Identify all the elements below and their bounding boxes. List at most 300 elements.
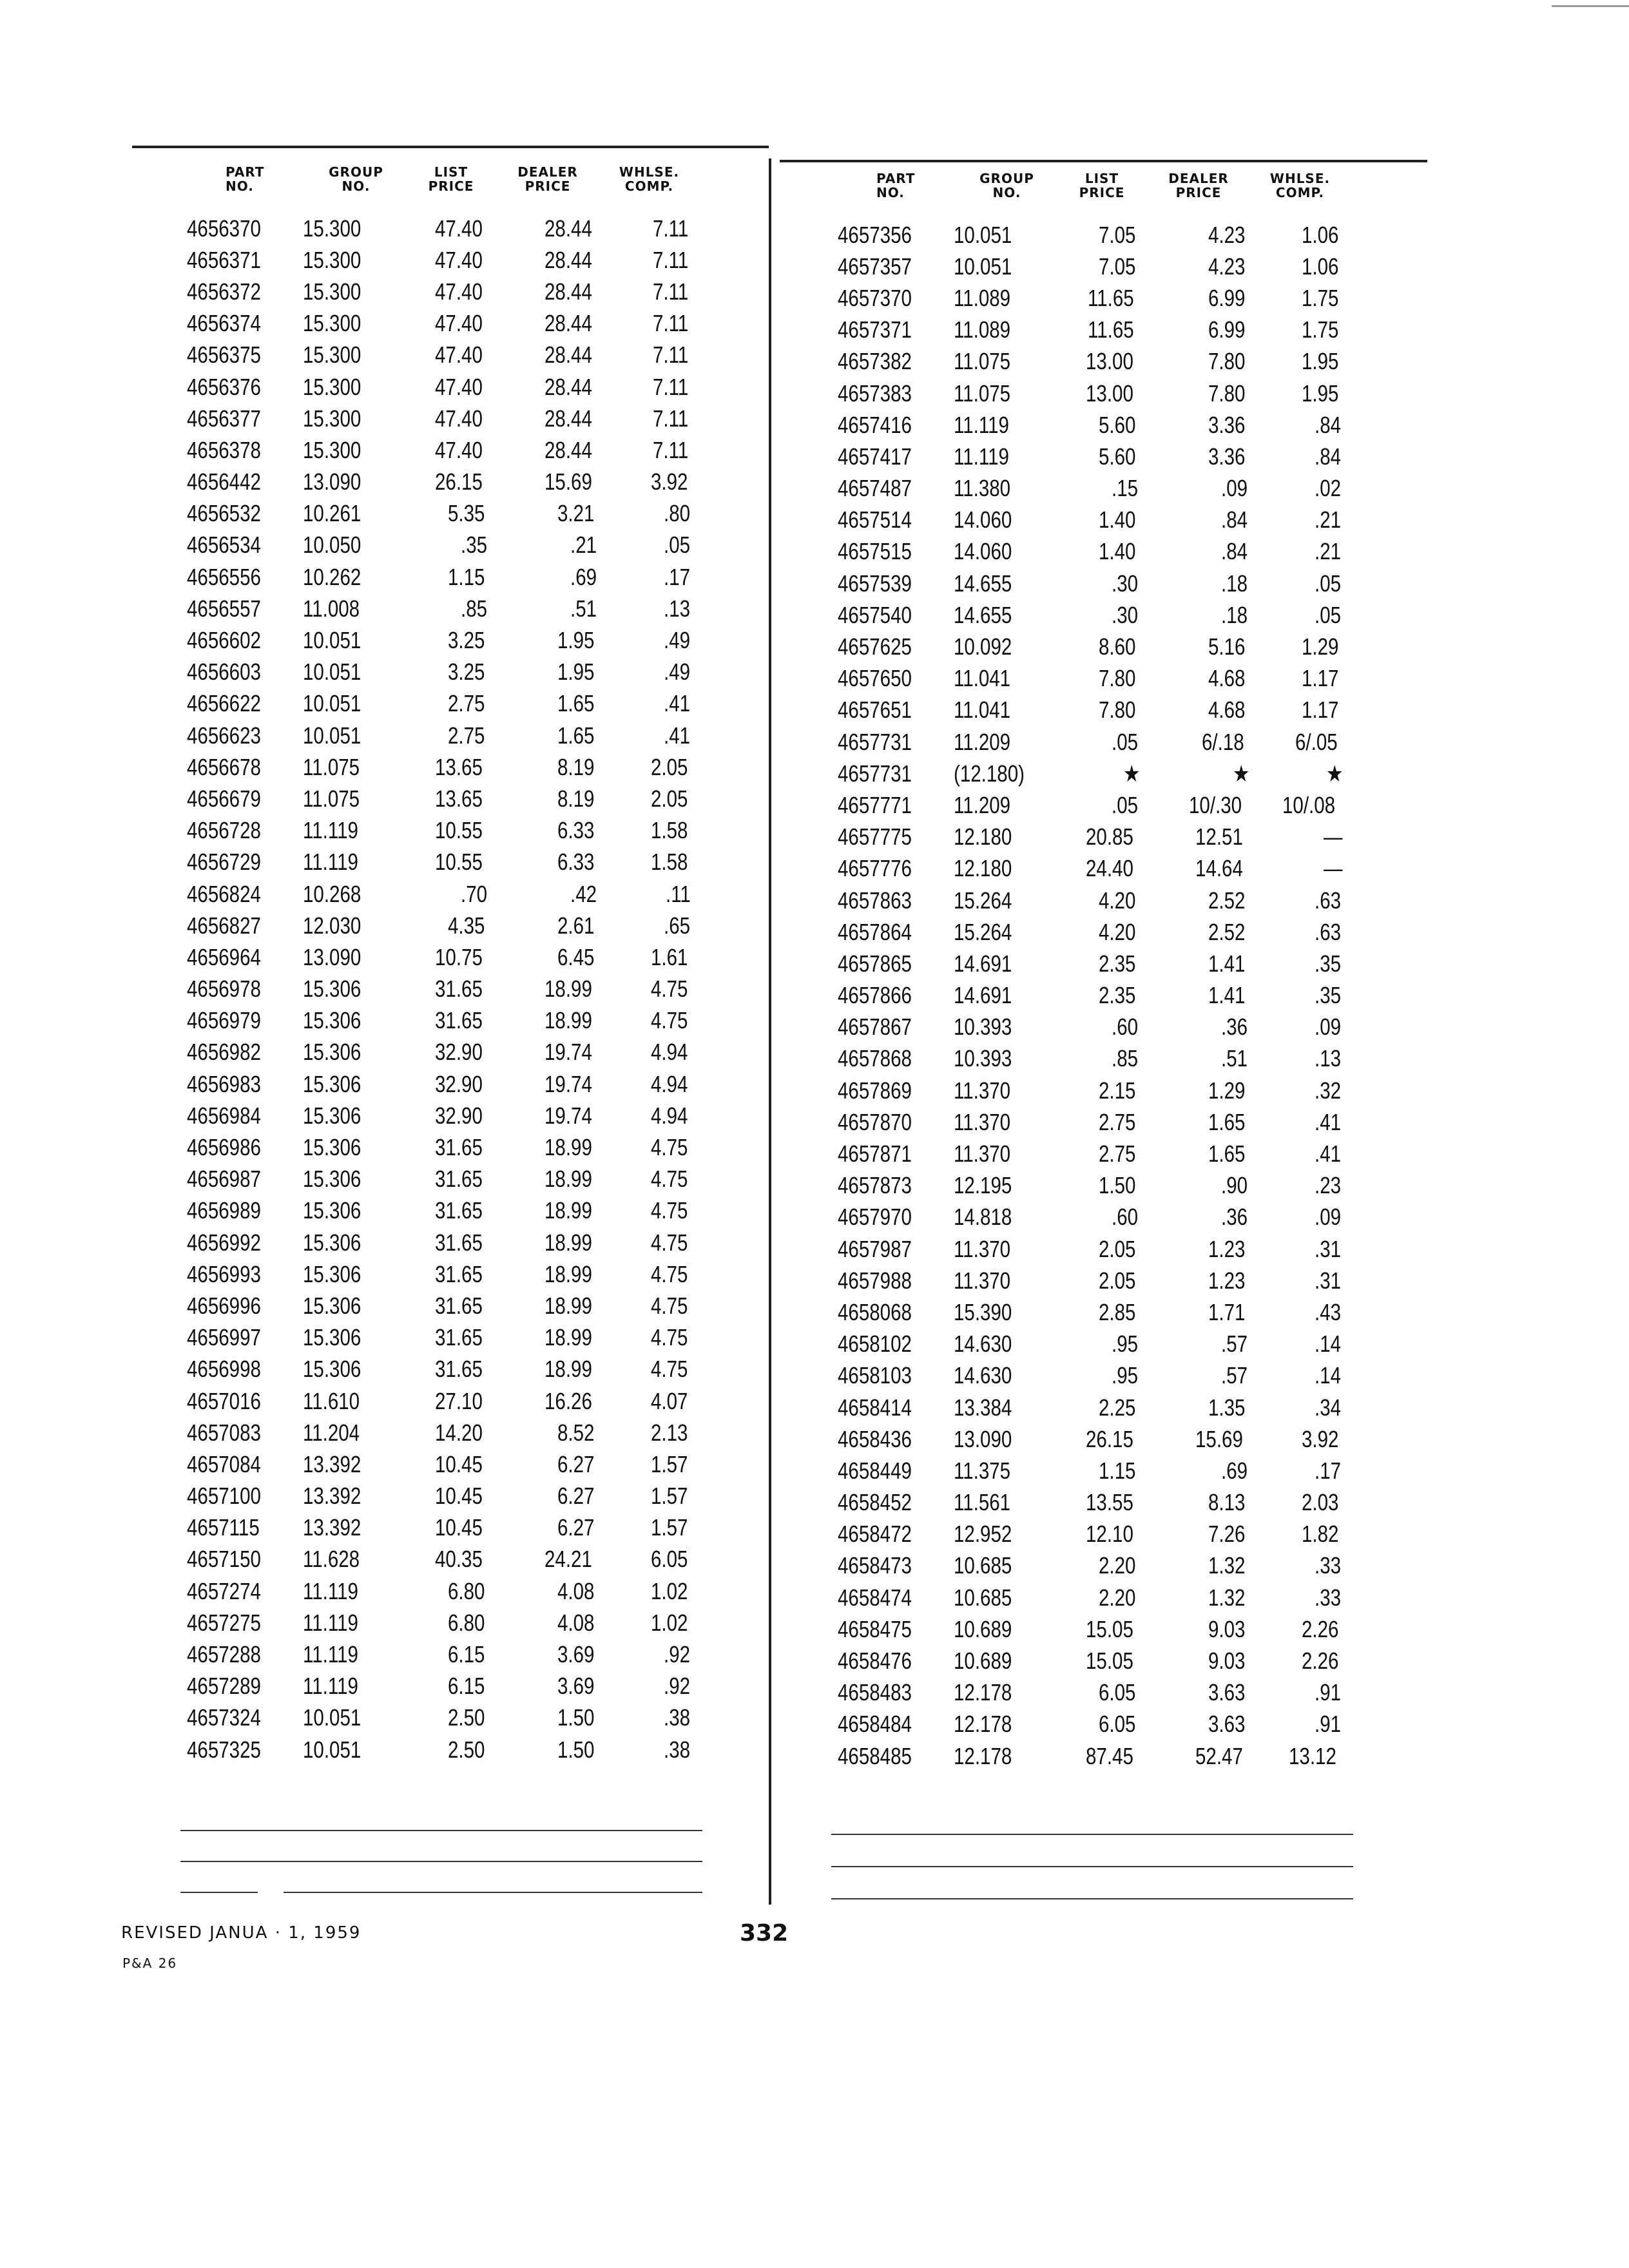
dealer-price-cell: [493, 658, 602, 686]
dealer-price-cell: [493, 1578, 602, 1605]
list-price-cell: [409, 310, 493, 337]
cell-text: 2.75: [1098, 1108, 1136, 1135]
group-no-cell: [954, 729, 1060, 756]
part-no-cell: [187, 1483, 303, 1510]
table-row: [187, 1544, 715, 1575]
cell-text: 10.45: [434, 1483, 483, 1510]
cell-text: 4657731: [838, 760, 912, 787]
part-no-cell: [187, 564, 303, 591]
group-no-cell: [303, 849, 409, 876]
blank-line: [180, 1861, 702, 1862]
list-price-cell: [1060, 950, 1144, 977]
group-no-cell: [303, 1546, 409, 1573]
part-no-cell: [838, 887, 954, 914]
cell-text: .84: [1314, 443, 1341, 470]
cell-text: 4657865: [838, 950, 912, 977]
cell-text: 4656602: [187, 627, 261, 654]
part-no-cell: [838, 1045, 954, 1072]
cell-text: 4657383: [838, 380, 912, 407]
cell-text: 14.20: [434, 1419, 483, 1446]
part-no-cell: [187, 849, 303, 876]
table-row: [187, 1131, 715, 1163]
table-row: [187, 720, 715, 751]
part-no-cell: [187, 1197, 303, 1224]
group-no-cell: [303, 215, 409, 242]
dealer-price-cell: [1144, 1394, 1253, 1421]
cell-text: 1.41: [1208, 982, 1246, 1009]
dealer-price-cell: [493, 564, 602, 591]
group-no-cell: [303, 532, 409, 559]
cell-text: 11.65: [1087, 316, 1134, 343]
list-price-cell: [409, 374, 493, 401]
part-no-cell: [187, 374, 303, 401]
list-price-cell: [1060, 697, 1144, 724]
cell-text: 4657514: [838, 506, 912, 533]
whlse-comp-cell: [1253, 1267, 1347, 1294]
part-no-cell: [838, 1616, 954, 1643]
table-row: [187, 1290, 715, 1321]
cell-text: 7.05: [1098, 253, 1136, 280]
cell-text: 4.75: [650, 1292, 688, 1319]
cell-text: .17: [1314, 1457, 1341, 1484]
dealer-price-cell: [1144, 412, 1253, 439]
list-price-cell: [409, 1546, 493, 1573]
table-row: [187, 561, 715, 593]
list-price-cell: [409, 1324, 493, 1351]
cell-text: 1.32: [1208, 1584, 1246, 1611]
cell-text: 15.306: [303, 1166, 361, 1193]
header-dealer-price: DEALER PRICE: [517, 164, 578, 194]
cell-text: 11.370: [954, 1235, 1011, 1262]
whlse-comp-cell: [1253, 1616, 1347, 1643]
cell-text: 4.94: [650, 1039, 688, 1066]
whlse-comp-cell: [602, 341, 696, 369]
list-price-cell: [409, 754, 493, 781]
cell-text: 7.11: [652, 373, 688, 400]
list-price-cell: [409, 247, 493, 274]
whlse-comp-cell: [602, 1578, 696, 1605]
cell-text: 10.051: [954, 253, 1012, 280]
cell-text: .91: [1314, 1711, 1341, 1738]
cell-text: 2.25: [1098, 1394, 1136, 1421]
list-price-cell: [409, 1673, 493, 1700]
table-row: [838, 409, 1373, 441]
whlse-comp-cell: [1253, 760, 1347, 787]
dealer-price-cell: [1144, 697, 1253, 724]
table-row: [187, 1417, 715, 1448]
table-row: [187, 244, 715, 276]
part-no-cell: [187, 1673, 303, 1700]
cell-text: 4657356: [838, 221, 912, 248]
cell-text: .05: [1111, 791, 1138, 818]
part-no-cell: [187, 310, 303, 337]
whlse-comp-cell: [602, 817, 696, 844]
dealer-price-cell: [1144, 665, 1253, 692]
table-row: [187, 434, 715, 466]
cell-text: 1.29: [1208, 1077, 1246, 1104]
dealer-price-cell: [1144, 1014, 1253, 1041]
cell-text: .13: [1314, 1045, 1341, 1072]
dealer-price-cell: [1144, 602, 1253, 629]
dealer-price-cell: [493, 437, 602, 464]
cell-text: 5.60: [1098, 443, 1136, 470]
cell-text: 15.306: [303, 1134, 361, 1161]
whlse-comp-cell: [602, 1039, 696, 1066]
group-no-cell: [303, 785, 409, 812]
list-price-cell: [409, 468, 493, 495]
list-price-cell: [1060, 887, 1144, 914]
cell-text: 47.40: [434, 246, 483, 273]
whlse-comp-cell: [602, 374, 696, 401]
cell-text: 4656983: [187, 1070, 261, 1097]
revised-date: REVISED JANUA · 1, 1959: [121, 1923, 361, 1943]
group-no-cell: [303, 1197, 409, 1224]
list-price-cell: [409, 975, 493, 1003]
cell-text: 1.02: [650, 1577, 688, 1604]
table-row: [838, 980, 1373, 1012]
header-group-no: GROUP NO.: [979, 171, 1034, 200]
cell-text: .09: [1220, 475, 1248, 502]
dealer-price-cell: [1144, 887, 1253, 914]
header-part-no: PART NO.: [226, 164, 265, 194]
cell-text: 15.306: [303, 1292, 361, 1319]
group-no-cell: [954, 316, 1060, 343]
cell-text: .09: [1314, 1014, 1341, 1041]
cell-text: 15.306: [303, 1356, 361, 1383]
part-no-cell: [838, 412, 954, 439]
part-no-cell: [838, 316, 954, 343]
whlse-comp-cell: [1253, 1172, 1347, 1199]
cell-text: 8.19: [557, 753, 595, 780]
whlse-comp-cell: [1253, 570, 1347, 597]
cell-text: 14.630: [954, 1331, 1012, 1358]
part-no-cell: [187, 1356, 303, 1383]
cell-text: 4656442: [187, 468, 261, 495]
cell-text: .38: [663, 1736, 690, 1763]
cell-text: 28.44: [544, 373, 592, 400]
group-no-cell: [954, 1584, 1060, 1611]
cell-text: 4657100: [187, 1483, 261, 1510]
whlse-comp-cell: [1253, 348, 1347, 375]
group-no-cell: [954, 1045, 1060, 1072]
dealer-price-cell: [493, 785, 602, 812]
group-no-cell: [303, 1451, 409, 1478]
whlse-comp-cell: [602, 405, 696, 432]
cell-text: 1.29: [1301, 633, 1339, 660]
part-no-cell: [187, 817, 303, 844]
dealer-price-cell: [493, 1451, 602, 1478]
list-price-cell: [409, 532, 493, 559]
cell-text: 2.75: [1098, 1140, 1136, 1168]
dealer-price-cell: [1144, 570, 1253, 597]
dealer-price-cell: [493, 1388, 602, 1415]
part-no-cell: [838, 1711, 954, 1738]
list-price-cell: [1060, 1236, 1144, 1263]
cell-text: 2.05: [650, 753, 688, 780]
table-row: [187, 878, 715, 910]
cell-text: .41: [1314, 1140, 1341, 1168]
cell-text: 18.99: [544, 1324, 592, 1351]
whlse-comp-cell: [1253, 538, 1347, 565]
top-rule-left: [132, 146, 769, 148]
list-price-cell: [1060, 919, 1144, 946]
cell-text: 11.119: [303, 1577, 358, 1604]
part-no-cell: [187, 1451, 303, 1478]
table-row: [187, 847, 715, 878]
dealer-price-cell: [1144, 919, 1253, 946]
right-price-table: [838, 171, 1373, 1772]
dealer-price-cell: [493, 468, 602, 495]
cell-text: 4657324: [187, 1704, 261, 1731]
whlse-comp-cell: [602, 1641, 696, 1668]
dealer-price-cell: [1144, 1267, 1253, 1294]
blank-line: [831, 1898, 1353, 1899]
blank-line: [831, 1866, 1353, 1867]
cell-text: 4657731: [838, 728, 912, 755]
list-price-cell: [1060, 570, 1144, 597]
cell-text: 15.306: [303, 1324, 361, 1351]
cell-text: 6.27: [557, 1514, 595, 1541]
cell-text: 4657776: [838, 855, 912, 882]
cell-text: 2.03: [1301, 1489, 1339, 1516]
cell-text: 2.26: [1301, 1648, 1339, 1675]
cell-text: 4657515: [838, 538, 912, 565]
cell-text: 15.69: [544, 468, 592, 495]
group-no-cell: [303, 627, 409, 654]
cell-text: 6.99: [1208, 316, 1246, 343]
whlse-comp-cell: [602, 595, 696, 622]
table-row: [838, 885, 1373, 916]
cell-text: 18.99: [544, 975, 592, 1003]
dealer-price-cell: [1144, 475, 1253, 502]
cell-text: .31: [1314, 1267, 1341, 1294]
part-no-cell: [187, 1102, 303, 1129]
cell-text: 13.090: [303, 468, 361, 495]
whlse-comp-cell: [602, 1483, 696, 1510]
group-no-cell: [954, 1648, 1060, 1675]
cell-text: 14.655: [954, 601, 1012, 628]
cell-text: 4658102: [838, 1331, 912, 1358]
cell-text: 15.300: [303, 246, 361, 273]
whlse-comp-cell: [1253, 1521, 1347, 1548]
cell-text: 4656982: [187, 1039, 261, 1066]
whlse-comp-cell: [602, 437, 696, 464]
part-no-cell: [838, 1426, 954, 1453]
list-price-cell: [409, 595, 493, 622]
group-no-cell: [303, 1356, 409, 1383]
cell-text: 6.27: [557, 1483, 595, 1510]
part-no-cell: [838, 1140, 954, 1168]
dealer-price-cell: [493, 627, 602, 654]
cell-text: 4658474: [838, 1584, 912, 1611]
dealer-price-cell: [493, 341, 602, 369]
dealer-price-cell: [1144, 729, 1253, 756]
dealer-price-cell: [493, 912, 602, 939]
table-row: [838, 1392, 1373, 1423]
group-no-cell: [303, 405, 409, 432]
part-no-cell: [838, 1743, 954, 1770]
cell-text: 11.370: [954, 1267, 1011, 1294]
cell-text: 11.370: [954, 1108, 1011, 1135]
cell-text: 14.655: [954, 570, 1012, 597]
cell-text: 1.65: [1208, 1140, 1246, 1168]
cell-text: .05: [663, 532, 690, 559]
cell-text: 12.180: [954, 823, 1012, 850]
cell-text: 4658414: [838, 1394, 912, 1421]
group-no-cell: [954, 570, 1060, 597]
cell-text: 4.23: [1208, 221, 1246, 248]
group-no-cell: [303, 817, 409, 844]
cell-text: 1.95: [1301, 348, 1339, 375]
dealer-price-cell: [1144, 1299, 1253, 1326]
cell-text: 15.05: [1085, 1648, 1133, 1675]
part-no-cell: [838, 823, 954, 850]
cell-text: 15.300: [303, 405, 361, 432]
part-no-cell: [838, 475, 954, 502]
cell-text: 18.99: [544, 1356, 592, 1383]
list-price-cell: [1060, 1743, 1144, 1770]
cell-text: 4656623: [187, 722, 261, 749]
cell-text: 1.06: [1301, 253, 1339, 280]
cell-text: 2.35: [1098, 982, 1136, 1009]
cell-text: 4656556: [187, 563, 261, 590]
cell-text: 7.05: [1098, 221, 1136, 248]
list-price-cell: [409, 1039, 493, 1066]
cell-text: 11.209: [954, 728, 1011, 755]
cell-text: 15.300: [303, 310, 361, 337]
table-row: [187, 1100, 715, 1131]
cell-text: .36: [1220, 1204, 1248, 1231]
dealer-price-cell: [493, 1736, 602, 1763]
cell-text: 10.393: [954, 1014, 1012, 1041]
cell-text: 4656998: [187, 1356, 261, 1383]
list-price-cell: [1060, 1489, 1144, 1516]
dealer-price-cell: [493, 817, 602, 844]
cell-text: 11.041: [954, 697, 1011, 724]
list-price-cell: [1060, 1267, 1144, 1294]
whlse-comp-cell: [602, 1356, 696, 1383]
cell-text: .91: [1314, 1679, 1341, 1706]
dealer-price-cell: [493, 1071, 602, 1098]
cell-text: 11.075: [954, 348, 1011, 375]
whlse-comp-cell: [602, 247, 696, 274]
list-price-cell: [1060, 1109, 1144, 1136]
list-price-cell: [1060, 1648, 1144, 1675]
part-no-cell: [838, 443, 954, 470]
list-price-cell: [409, 1514, 493, 1541]
list-price-cell: [409, 341, 493, 369]
whlse-comp-cell: [1253, 1331, 1347, 1358]
list-price-cell: [409, 278, 493, 305]
list-price-cell: [1060, 823, 1144, 850]
cell-text: 11.119: [303, 817, 358, 844]
part-no-cell: [187, 1641, 303, 1668]
cell-text: .34: [1314, 1394, 1341, 1421]
cell-text: 31.65: [434, 1007, 483, 1034]
cell-text: 1.35: [1208, 1394, 1246, 1421]
cell-text: 87.45: [1085, 1742, 1133, 1769]
dealer-price-cell: [493, 849, 602, 876]
cell-text: 2.20: [1098, 1584, 1136, 1611]
whlse-comp-cell: [1253, 316, 1347, 343]
cell-text: .41: [1314, 1108, 1341, 1135]
cell-text: 32.90: [434, 1039, 483, 1066]
part-no-cell: [838, 1457, 954, 1485]
cell-text: 4656377: [187, 405, 261, 432]
whlse-comp-cell: [602, 1704, 696, 1731]
cell-text: 12.180: [954, 855, 1012, 882]
cell-text: 11.370: [954, 1077, 1011, 1104]
whlse-comp-cell: [602, 722, 696, 749]
cell-text: 1.17: [1301, 697, 1339, 724]
cell-text: 4657650: [838, 665, 912, 692]
list-price-cell: [409, 1102, 493, 1129]
cell-text: 7.80: [1208, 380, 1246, 407]
group-no-cell: [303, 1673, 409, 1700]
cell-text: 13.090: [954, 1425, 1012, 1452]
cell-text: 28.44: [544, 341, 592, 369]
cell-text: 4656979: [187, 1007, 261, 1034]
group-no-cell: [954, 1616, 1060, 1643]
whlse-comp-cell: [1253, 1711, 1347, 1738]
list-price-cell: [1060, 506, 1144, 533]
cell-text: 10.75: [434, 943, 483, 970]
part-no-cell: [838, 602, 954, 629]
whlse-comp-cell: [1253, 1204, 1347, 1231]
table-row: [187, 1195, 715, 1227]
blank-line: [284, 1892, 702, 1893]
table-row: [187, 1702, 715, 1734]
cell-text: 4658483: [838, 1679, 912, 1706]
cell-text: .92: [663, 1641, 690, 1668]
cell-text: 13.392: [303, 1450, 361, 1477]
cell-text: 18.99: [544, 1229, 592, 1256]
part-no-cell: [838, 1489, 954, 1516]
cell-text: 2.50: [447, 1704, 485, 1731]
cell-text: 4656992: [187, 1229, 261, 1256]
list-price-cell: [1060, 633, 1144, 660]
list-price-cell: [1060, 412, 1144, 439]
cell-text: 4657539: [838, 570, 912, 597]
cell-text: 15.306: [303, 1260, 361, 1287]
group-no-cell: [303, 975, 409, 1003]
part-no-cell: [838, 1331, 954, 1358]
list-price-cell: [1060, 1457, 1144, 1485]
cell-text: 1.15: [447, 563, 485, 590]
list-price-cell: [409, 817, 493, 844]
part-no-cell: [838, 570, 954, 597]
list-price-cell: [1060, 665, 1144, 692]
whlse-comp-cell: [602, 564, 696, 591]
whlse-comp-cell: [602, 310, 696, 337]
group-no-cell: [954, 1236, 1060, 1263]
dealer-price-cell: [1144, 316, 1253, 343]
whlse-comp-cell: [1253, 506, 1347, 533]
whlse-comp-cell: [602, 1673, 696, 1700]
cell-text: 31.65: [434, 1324, 483, 1351]
part-no-cell: [187, 881, 303, 908]
whlse-comp-cell: [602, 1324, 696, 1351]
cell-text: 7.11: [652, 341, 688, 369]
dealer-price-cell: [493, 1546, 602, 1573]
cell-text: .35: [460, 532, 487, 559]
whlse-comp-cell: [1253, 855, 1347, 882]
cell-text: —: [1324, 823, 1343, 850]
cell-text: 8.13: [1208, 1489, 1246, 1516]
part-no-cell: [838, 222, 954, 249]
group-no-cell: [303, 1736, 409, 1763]
cell-text: 31.65: [434, 1134, 483, 1161]
